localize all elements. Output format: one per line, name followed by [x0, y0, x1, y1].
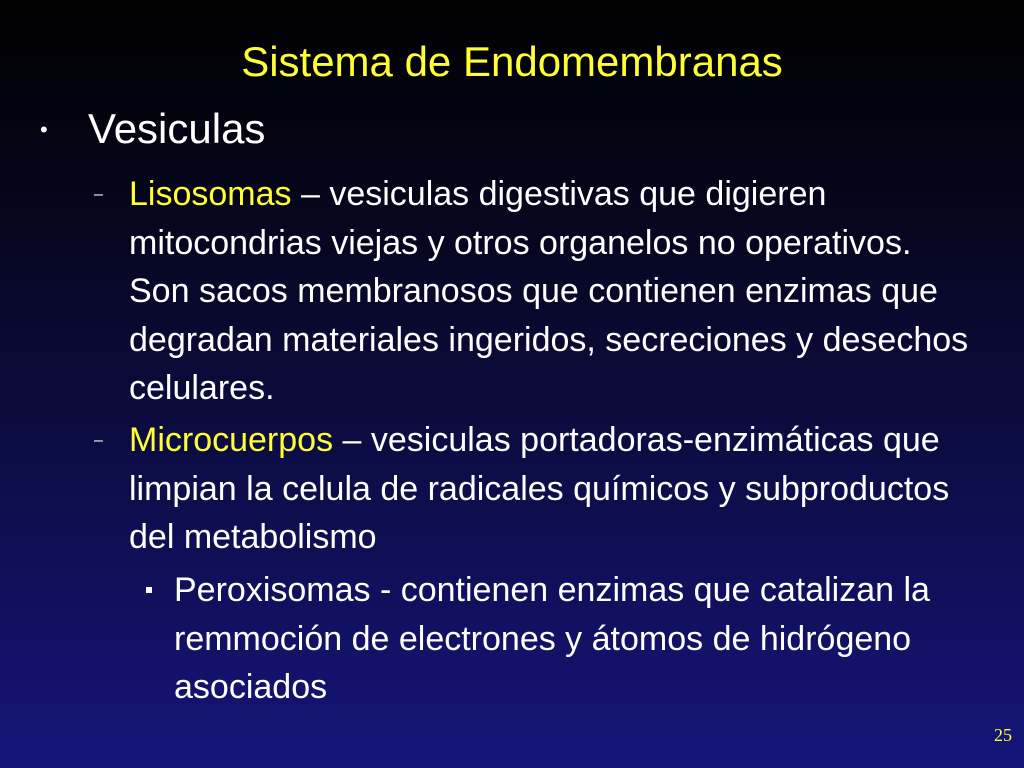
item-description: – vesiculas portadoras-enzimáticas que limpian la celula de radicales químicos y subproductos del metabolismo	[129, 421, 950, 556]
bullet-label: Vesiculas	[88, 105, 266, 152]
square-bullet-icon	[146, 587, 152, 593]
subitem-peroxisomas	[146, 566, 976, 712]
item-term: Lisosomas	[129, 175, 292, 213]
bullet-dot-icon: •	[40, 117, 48, 142]
item-term: Microcuerpos	[129, 421, 334, 459]
page-number: 25	[994, 725, 1012, 745]
item-text	[129, 416, 974, 562]
dash-icon: –	[94, 186, 103, 203]
item-description: – vesiculas digestivas que digieren mitocondrias viejas y otros organelos no operativos. Son sacos membranosos que contienen enzimas que degradan materiales ingeridos, secreciones y desechos celulares.	[129, 175, 969, 407]
item-text	[129, 170, 974, 413]
slide-title: Sistema de Endomembranas	[241, 38, 783, 85]
item-microcuerpos	[94, 416, 974, 562]
item-lisosomas	[94, 170, 974, 413]
subitem-text: Peroxisomas - contienen enzimas que catalizan la remmoción de electrones y átomos de hidrógeno asociados	[174, 571, 930, 706]
dash-icon: –	[94, 432, 103, 449]
